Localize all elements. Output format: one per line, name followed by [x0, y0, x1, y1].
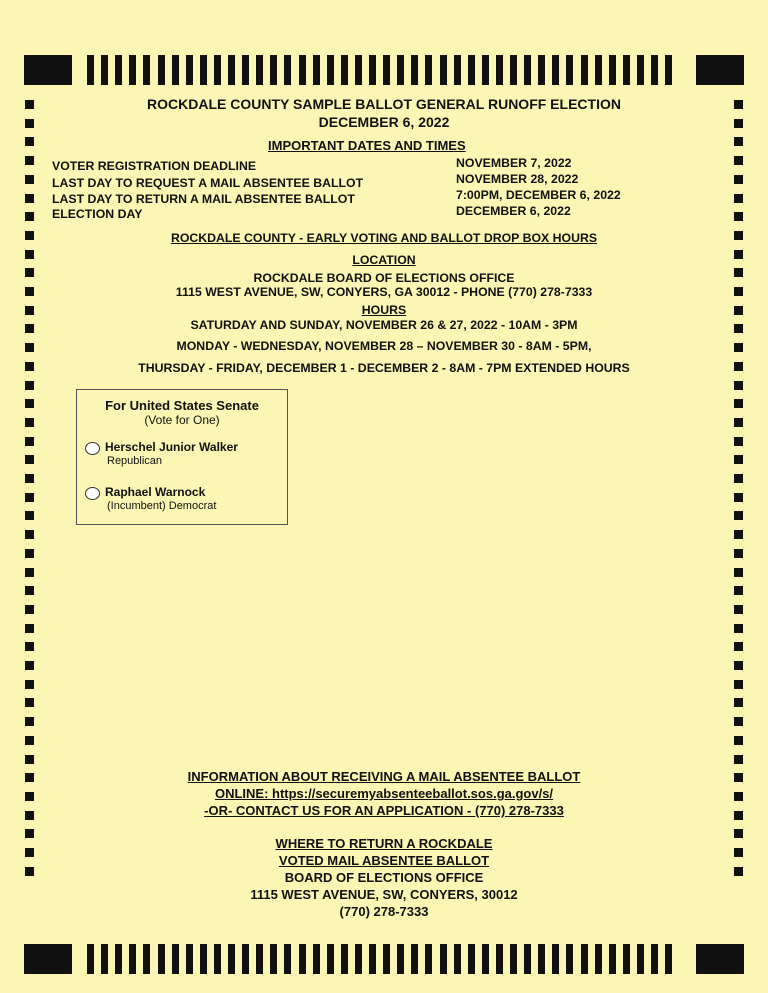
timing-square [734, 586, 743, 595]
timing-square [734, 399, 743, 408]
timing-square [25, 605, 34, 614]
timing-square [25, 511, 34, 520]
timing-tick [411, 55, 418, 85]
timing-tick [397, 944, 404, 974]
timing-square [25, 381, 34, 390]
timing-square [734, 736, 743, 745]
timing-square [734, 381, 743, 390]
timing-tick [186, 944, 193, 974]
timing-square [25, 680, 34, 689]
vote-oval[interactable] [85, 442, 100, 455]
timing-square [734, 175, 743, 184]
timing-tick [369, 944, 376, 974]
timing-tick [115, 944, 122, 974]
candidate-name: Raphael Warnock [105, 485, 206, 499]
timing-tick [651, 55, 658, 85]
return-phone: (770) 278-7333 [339, 904, 429, 919]
timing-block-right [696, 944, 744, 974]
timing-square [25, 568, 34, 577]
timing-tick [355, 55, 362, 85]
timing-tick [228, 55, 235, 85]
timing-tick [566, 55, 573, 85]
timing-tick [242, 944, 249, 974]
timing-square [25, 717, 34, 726]
timing-tick [482, 55, 489, 85]
timing-tick [101, 944, 108, 974]
timing-tick [270, 944, 277, 974]
timing-tick [468, 55, 475, 85]
timing-tick [637, 55, 644, 85]
date-value: NOVEMBER 28, 2022 [456, 172, 579, 186]
timing-tick [496, 55, 503, 85]
absentee-online-link: ONLINE: https://securemyabsenteeballot.sos.ga.gov/s/ [214, 786, 554, 801]
timing-tick [425, 55, 432, 85]
timing-square [25, 698, 34, 707]
timing-tick [299, 944, 306, 974]
timing-tick [440, 55, 447, 85]
timing-tick [242, 55, 249, 85]
timing-tick [411, 944, 418, 974]
timing-tick [186, 55, 193, 85]
timing-tick [158, 55, 165, 85]
important-dates-heading: IMPORTANT DATES AND TIMES [268, 138, 466, 153]
early-voting-heading: ROCKDALE COUNTY - EARLY VOTING AND BALLOT DROP BOX HOURS [170, 231, 598, 245]
location-name: ROCKDALE BOARD OF ELECTIONS OFFICE [253, 271, 515, 285]
date-label: LAST DAY TO REQUEST A MAIL ABSENTEE BALLOT [52, 176, 364, 190]
absentee-info-heading: INFORMATION ABOUT RECEIVING A MAIL ABSENTEE BALLOT [187, 769, 581, 784]
timing-tick [651, 944, 658, 974]
contest-title: For United States Senate [105, 398, 259, 413]
timing-tick [327, 944, 334, 974]
date-label: LAST DAY TO RETURN A MAIL ABSENTEE BALLOT [52, 192, 355, 206]
timing-tick [454, 944, 461, 974]
timing-block-left [24, 944, 72, 974]
timing-square [25, 493, 34, 502]
timing-tick [172, 55, 179, 85]
timing-square [734, 156, 743, 165]
timing-tick [440, 944, 447, 974]
timing-tick [637, 944, 644, 974]
date-value: 7:00PM, DECEMBER 6, 2022 [456, 188, 621, 202]
timing-square [734, 493, 743, 502]
return-office: BOARD OF ELECTIONS OFFICE [284, 870, 484, 885]
timing-tick [425, 944, 432, 974]
timing-square [734, 642, 743, 651]
election-date: DECEMBER 6, 2022 [318, 114, 450, 130]
date-label: ELECTION DAY [52, 207, 143, 221]
timing-tick [524, 55, 531, 85]
timing-tick [623, 55, 630, 85]
timing-tick [115, 55, 122, 85]
timing-tick [228, 944, 235, 974]
timing-square [734, 680, 743, 689]
timing-square [25, 624, 34, 633]
timing-square [25, 755, 34, 764]
bottom-timing-marks [24, 944, 744, 974]
timing-tick [129, 944, 136, 974]
timing-tick [172, 944, 179, 974]
ballot-title: ROCKDALE COUNTY SAMPLE BALLOT GENERAL RUNOFF ELECTION [147, 96, 621, 112]
timing-square [734, 437, 743, 446]
timing-tick [552, 944, 559, 974]
timing-tick [468, 944, 475, 974]
timing-tick [665, 55, 672, 85]
timing-tick [327, 55, 334, 85]
timing-tick [581, 944, 588, 974]
timing-tick [369, 55, 376, 85]
timing-square [734, 698, 743, 707]
senate-contest-box [76, 389, 288, 525]
timing-square [25, 437, 34, 446]
return-heading: WHERE TO RETURN A ROCKDALE [275, 836, 493, 851]
timing-tick [143, 55, 150, 85]
hours-line: SATURDAY AND SUNDAY, NOVEMBER 26 & 27, 2022 - 10AM - 3PM [190, 318, 578, 332]
timing-tick [214, 944, 221, 974]
date-value: NOVEMBER 7, 2022 [456, 156, 572, 170]
candidate-party: Republican [107, 455, 163, 467]
timing-tick [552, 55, 559, 85]
timing-square [25, 399, 34, 408]
timing-tick [595, 55, 602, 85]
timing-square [25, 194, 34, 203]
timing-tick [510, 944, 517, 974]
timing-square [25, 586, 34, 595]
timing-square [25, 736, 34, 745]
timing-tick [284, 944, 291, 974]
date-label: VOTER REGISTRATION DEADLINE [52, 159, 257, 173]
timing-tick [256, 55, 263, 85]
hours-heading: HOURS [361, 303, 407, 317]
timing-tick [510, 55, 517, 85]
timing-block-left [24, 55, 72, 85]
timing-square [734, 549, 743, 558]
timing-tick [129, 55, 136, 85]
timing-square [734, 530, 743, 539]
timing-tick [101, 55, 108, 85]
timing-tick [595, 944, 602, 974]
timing-tick [313, 944, 320, 974]
timing-tick [581, 55, 588, 85]
timing-tick [284, 55, 291, 85]
candidate-name: Herschel Junior Walker [105, 440, 238, 454]
timing-tick [538, 55, 545, 85]
location-address: 1115 WEST AVENUE, SW, CONYERS, GA 30012 - PHONE (770) 278-7333 [175, 285, 593, 299]
timing-tick [87, 944, 94, 974]
timing-square [734, 194, 743, 203]
timing-square [734, 212, 743, 221]
timing-tick [383, 944, 390, 974]
timing-square [25, 661, 34, 670]
top-timing-marks [24, 55, 744, 85]
timing-tick [341, 944, 348, 974]
timing-square [25, 137, 34, 146]
timing-tick [482, 944, 489, 974]
return-address: 1115 WEST AVENUE, SW, CONYERS, 30012 [250, 887, 518, 902]
hours-line: THURSDAY - FRIDAY, DECEMBER 1 - DECEMBER 2 - 8AM - 7PM EXTENDED HOURS [138, 361, 630, 375]
location-heading: LOCATION [352, 253, 416, 267]
timing-tick [256, 944, 263, 974]
timing-tick [355, 944, 362, 974]
absentee-contact: -OR- CONTACT US FOR AN APPLICATION - (770) 278-7333 [204, 803, 564, 818]
timing-tick [313, 55, 320, 85]
timing-tick [665, 944, 672, 974]
vote-oval[interactable] [85, 487, 100, 500]
timing-tick [270, 55, 277, 85]
timing-square [734, 137, 743, 146]
timing-square [734, 661, 743, 670]
timing-square [734, 624, 743, 633]
timing-tick [538, 944, 545, 974]
timing-square [25, 418, 34, 427]
timing-block-right [696, 55, 744, 85]
timing-tick [383, 55, 390, 85]
timing-square [734, 717, 743, 726]
timing-tick [158, 944, 165, 974]
timing-tick [299, 55, 306, 85]
timing-square [734, 755, 743, 764]
timing-square [734, 568, 743, 577]
timing-tick [143, 944, 150, 974]
return-subheading: VOTED MAIL ABSENTEE BALLOT [278, 853, 490, 868]
timing-tick [566, 944, 573, 974]
timing-square [25, 212, 34, 221]
timing-square [734, 605, 743, 614]
timing-square [25, 474, 34, 483]
timing-square [734, 511, 743, 520]
contest-instruction: (Vote for One) [144, 413, 220, 427]
timing-square [25, 642, 34, 651]
timing-square [734, 474, 743, 483]
timing-tick [397, 55, 404, 85]
timing-square [25, 530, 34, 539]
timing-tick [496, 944, 503, 974]
timing-square [25, 549, 34, 558]
date-value: DECEMBER 6, 2022 [456, 204, 571, 218]
timing-tick [200, 55, 207, 85]
timing-tick [341, 55, 348, 85]
timing-tick [609, 55, 616, 85]
timing-tick [623, 944, 630, 974]
timing-tick [609, 944, 616, 974]
timing-square [25, 175, 34, 184]
timing-tick [200, 944, 207, 974]
timing-square [25, 455, 34, 464]
hours-line: MONDAY - WEDNESDAY, NOVEMBER 28 – NOVEMBER 30 - 8AM - 5PM, [176, 339, 592, 353]
timing-tick [214, 55, 221, 85]
candidate-party: (Incumbent) Democrat [107, 500, 217, 512]
timing-square [25, 156, 34, 165]
timing-tick [454, 55, 461, 85]
timing-square [734, 418, 743, 427]
timing-tick [87, 55, 94, 85]
timing-square [734, 455, 743, 464]
timing-tick [524, 944, 531, 974]
